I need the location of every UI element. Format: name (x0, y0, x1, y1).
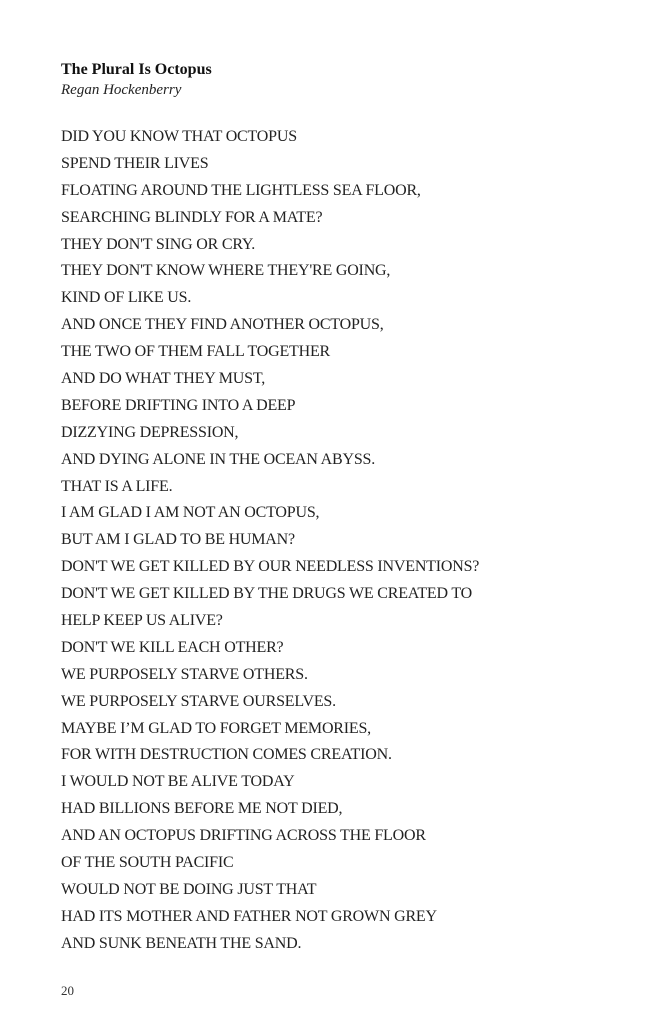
poem-line: AND SUNK BENEATH THE SAND. (61, 934, 302, 952)
poem-line: WE PURPOSELY STARVE OTHERS. (61, 665, 308, 683)
poem-line: SEARCHING BLINDLY FOR A MATE? (61, 208, 323, 226)
poem-line: THEY DON'T KNOW WHERE THEY'RE GOING, (61, 262, 391, 280)
poem-line: FLOATING AROUND THE LIGHTLESS SEA FLOOR, (61, 181, 421, 199)
poem-line: AND DYING ALONE IN THE OCEAN ABYSS. (61, 450, 376, 468)
poem-line: I WOULD NOT BE ALIVE TODAY (61, 773, 295, 791)
poem-line: WOULD NOT BE DOING JUST THAT (61, 880, 317, 898)
poem-title: The Plural Is Octopus (61, 61, 212, 78)
poem-line: HAD ITS MOTHER AND FATHER NOT GROWN GREY (61, 907, 437, 925)
poem-line: THAT IS A LIFE. (61, 477, 173, 495)
poem-line: MAYBE I’M GLAD TO FORGET MEMORIES, (61, 719, 371, 737)
poem-author: Regan Hockenberry (61, 82, 182, 98)
poem-line: THEY DON'T SING OR CRY. (61, 235, 256, 253)
poem-line: I AM GLAD I AM NOT AN OCTOPUS, (61, 504, 320, 522)
poem-line: DID YOU KNOW THAT OCTOPUS (61, 128, 297, 145)
poem-line: DON'T WE GET KILLED BY THE DRUGS WE CREATED TO (61, 585, 473, 603)
poem-line: THE TWO OF THEM FALL TOGETHER (61, 343, 331, 361)
poem-line: BUT AM I GLAD TO BE HUMAN? (61, 531, 295, 549)
poem-line: AND ONCE THEY FIND ANOTHER OCTOPUS, (61, 316, 384, 334)
poem-line: KIND OF LIKE US. (61, 289, 192, 307)
poem-line: AND DO WHAT THEY MUST, (61, 370, 266, 388)
poem-line: HAD BILLIONS BEFORE ME NOT DIED, (61, 800, 343, 818)
poem-line: WE PURPOSELY STARVE OURSELVES. (61, 692, 336, 710)
poem-line: BEFORE DRIFTING INTO A DEEP (61, 396, 296, 414)
page-number: 20 (61, 983, 74, 998)
poem-line: OF THE SOUTH PACIFIC (61, 854, 234, 872)
poem-line: DIZZYING DEPRESSION, (61, 423, 239, 441)
poem-line: DON'T WE KILL EACH OTHER? (61, 638, 284, 656)
poem-line: SPEND THEIR LIVES (61, 154, 209, 172)
poem-line: HELP KEEP US ALIVE? (61, 612, 223, 630)
poem-body (61, 125, 479, 959)
poem-line: DON'T WE GET KILLED BY OUR NEEDLESS INVENTIONS? (61, 558, 480, 576)
poem-line: AND AN OCTOPUS DRIFTING ACROSS THE FLOOR (61, 827, 426, 845)
poem-line: FOR WITH DESTRUCTION COMES CREATION. (61, 746, 392, 764)
